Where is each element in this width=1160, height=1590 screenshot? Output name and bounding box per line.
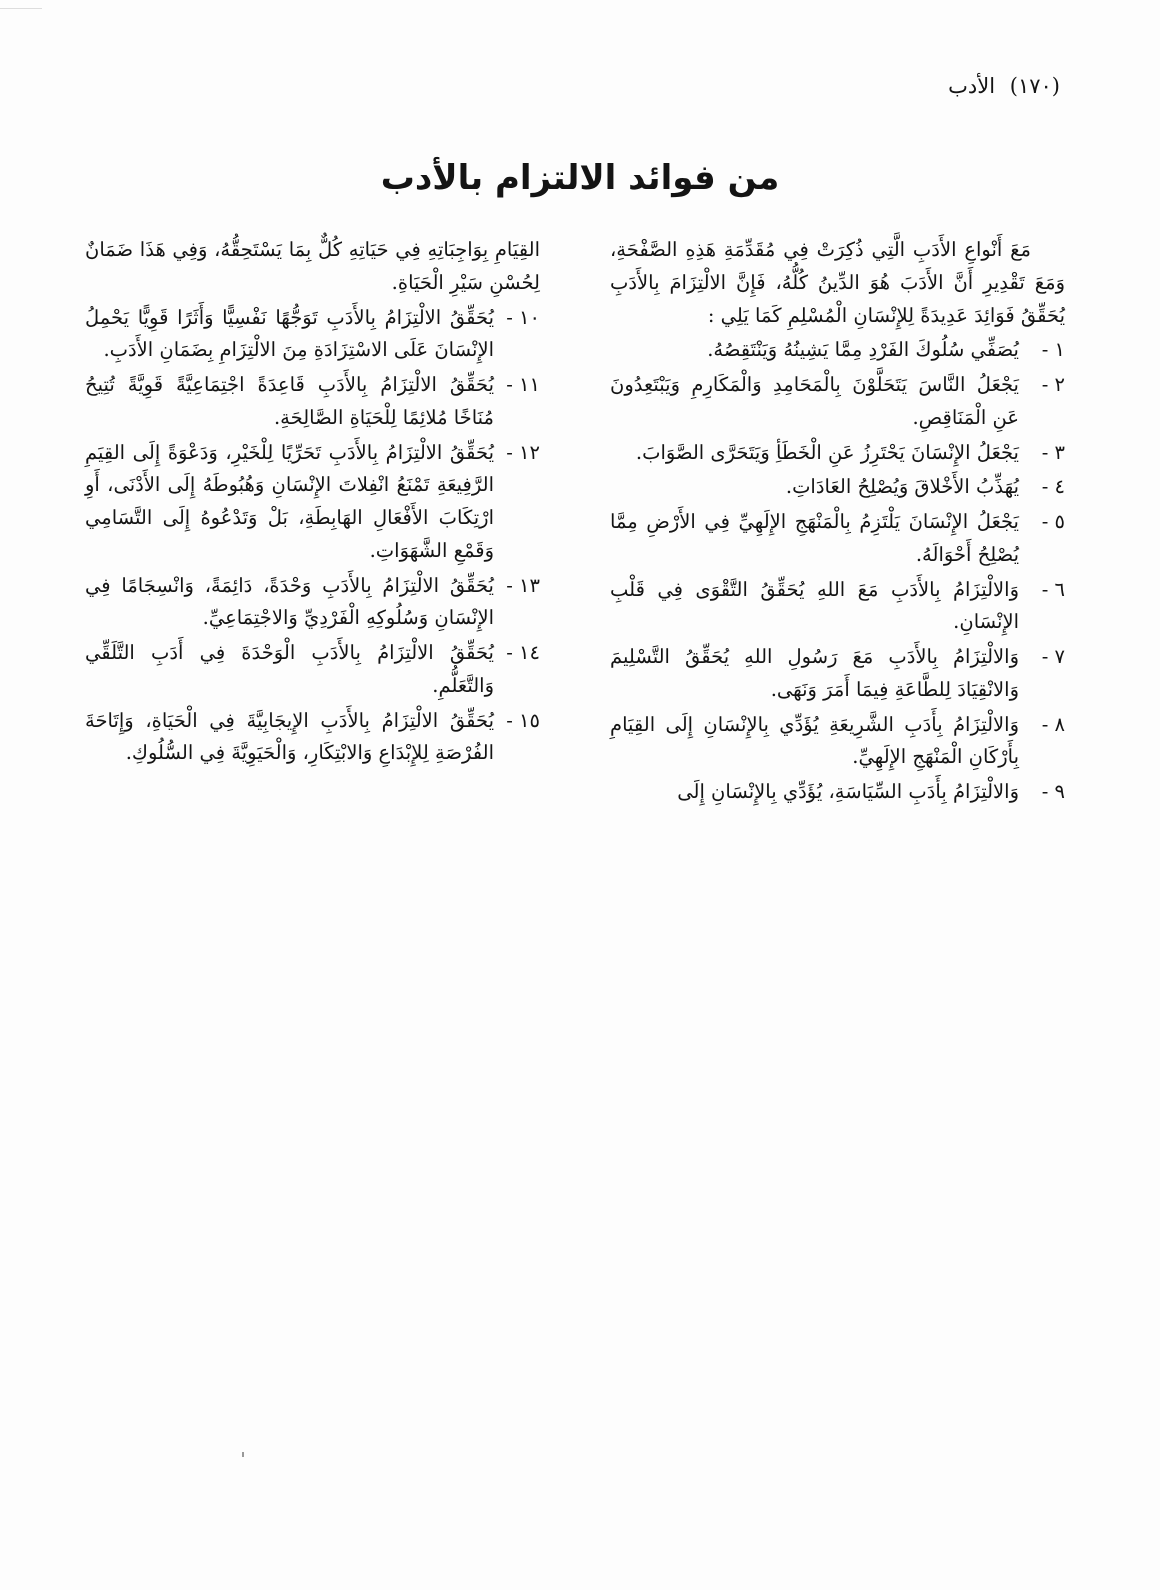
item-text: وَالالْتِزَامُ بِالأَدَبِ مَعَ رَسُولِ اللهِ يُحَقِّقُ التَّسْلِيمَ وَالانْقِيَادَ لِلطَّاعَةِ فِيمَا أَمَرَ وَنَهَى. xyxy=(610,645,1019,701)
item-number: ١٥ - xyxy=(506,708,540,732)
right-column xyxy=(610,234,1065,811)
item-text: وَالالْتِزَامُ بِأَدَبِ السِّيَاسَةِ، يُؤَدِّي بِالإِنْسَانِ إِلَى xyxy=(677,780,1019,803)
item-text: يَجْعَلُ النَّاسَ يَتَحَلَّوْنَ بِالْمَحَامِدِ وَالْمَكَارِمِ وَيَبْتَعِدُونَ عَنِ الْمَنَاقِصِ. xyxy=(610,373,1019,429)
item-text: وَالالْتِزَامُ بِالأَدَبِ مَعَ اللهِ يُحَقِّقُ التَّقْوَى فِي قَلْبِ الإِنْسَانِ. xyxy=(610,577,1019,634)
item-number: ١٠ - xyxy=(506,305,540,329)
scan-edge-mark xyxy=(0,8,42,9)
intro-paragraph: مَعَ أَنْواعِ الأَدَبِ الَّتِي ذُكِرَتْ فِي مُقَدِّمَةِ هَذِهِ الصَّفْحَةِ، وَمَعَ تَقْدِيرِ أَنَّ الأَدَبَ هُوَ الدِّينُ كُلُّهُ، فَإِنَّ الالْتِزَامَ بِالأَدَبِ يُحَقِّقُ فَوَائِدَ عَدِيدَةً لِلإِنْسَانِ الْمُسْلِمِ كَمَا يَلِي : xyxy=(610,238,1065,327)
list-item xyxy=(85,570,540,636)
running-header xyxy=(948,74,1060,98)
list-item xyxy=(85,369,540,435)
item-text: يُحَقِّقُ الالْتِزَامُ بِالأَدَبِ قَاعِدَةً اجْتِمَاعِيَّةً قَوِيَّةً تُتِيحُ مُنَاخًا مُلائِمًا لِلْحَيَاةِ الصَّالِحَةِ. xyxy=(85,373,494,429)
list-item xyxy=(610,437,1065,470)
item-text: يُهَذِّبُ الأَخْلاقَ وَيُصْلِحُ العَادَاتِ. xyxy=(785,475,1019,499)
item-number: ٦ - xyxy=(1041,577,1065,601)
item-text: يُحَقِّقُ الالْتِزَامُ بِالأَدَبِ وَحْدَةً، دَائِمَةً، وَانْسِجَامًا فِي الإِنْسَانِ وَسُلُوكِهِ الْفَرْدِيِّ وَالاجْتِمَاعِيِّ. xyxy=(85,573,494,630)
list-item xyxy=(610,574,1065,640)
scan-speck xyxy=(242,1452,244,1457)
item-text: يُحَقِّقُ الالْتِزَامُ بِالأَدَبِ تَحَرِّيًا لِلْخَيْرِ، وَدَعْوَةً إِلَى القِيَمِ الرَّفِيعَةِ تَمْنَعُ انْفِلاتَ الإِنْسَانِ وَهُبُوطَهُ إِلَى الأَدْنَى، أَوِ ارْتِكَابَ الأَفْعَالِ الهَابِطَةِ، بَلْ وَتَدْعُوهُ إِلَى التَّسَامِي وَقَمْعِ الشَّهَوَاتِ. xyxy=(85,440,494,562)
item-number: ١٤ - xyxy=(506,641,540,664)
list-item xyxy=(610,776,1065,809)
list-item xyxy=(85,637,540,703)
item-number: ١١ - xyxy=(506,373,540,396)
item-text: يَجْعَلُ الإِنْسَانَ يَحْتَرِزُ عَنِ الْخَطَأِ وَيَتَحَرَّى الصَّوَابَ. xyxy=(635,440,1019,464)
item-text: يُحَقِّقُ الالْتِزَامُ بِالأَدَبِ الْوَحْدَةَ فِي أَدَبِ التَّلَقِّي وَالتَّعَلُّمِ. xyxy=(85,641,494,697)
item-number: ٣ - xyxy=(1041,440,1065,464)
list-item xyxy=(85,705,540,771)
list-item xyxy=(610,369,1065,435)
list-item xyxy=(85,437,540,568)
left-column xyxy=(85,234,540,772)
item-number: ٨ - xyxy=(1041,712,1065,736)
item-number: ٩ - xyxy=(1041,780,1065,803)
item-number: ٢ - xyxy=(1041,373,1065,396)
item-text: يُصَفِّي سُلُوكَ الفَرْدِ مِمَّا يَشِينُهُ وَيَنْتَقِصُهُ. xyxy=(707,338,1019,362)
item-text: وَالالْتِزَامُ بِأَدَبِ الشَّرِيعَةِ يُؤَدِّي بِالإِنْسَانِ إِلَى القِيَامِ بِأَرْكَانِ الْمَنْهَجِ الإِلَهِيِّ. xyxy=(610,712,1019,769)
list-item xyxy=(610,471,1065,504)
list-item xyxy=(610,506,1065,572)
item-text: يُحَقِّقُ الالْتِزَامُ بِالأَدَبِ الإِيجَابِيَّةَ فِي الْحَيَاةِ، وَإِتَاحَةَ الفُرْصَةِ لِلإِبْدَاعِ وَالابْتِكَارِ، وَالْحَيَوِيَّةَ فِي السُّلُوكِ. xyxy=(85,708,494,765)
item-number: ١٢ - xyxy=(506,440,540,464)
continuation-paragraph: القِيَامِ بِوَاجِبَاتِهِ فِي حَيَاتِهِ كُلٌّ بِمَا يَسْتَحِقُّهُ، وَفِي هَذَا ضَمَانٌ لِحُسْنِ سَيْرِ الْحَيَاةِ. xyxy=(85,238,540,294)
item-number: ١٣ - xyxy=(506,573,540,597)
item-text: يَجْعَلُ الإِنْسَانَ يَلْتَزِمُ بِالْمَنْهَجِ الإِلَهِيِّ فِي الأَرْضِ مِمَّا يُصْلِحُ أَحْوَالَهُ. xyxy=(610,510,1019,566)
list-item xyxy=(85,302,540,368)
item-number: ٥ - xyxy=(1041,510,1065,533)
list-item xyxy=(610,334,1065,367)
item-number: ١ - xyxy=(1041,338,1065,362)
list-item xyxy=(610,641,1065,707)
item-number: ٤ - xyxy=(1041,475,1065,499)
page-number: (١٧٠) xyxy=(1009,74,1060,98)
page-title: من فوائد الالتزام بالأدب xyxy=(380,158,780,198)
item-text: يُحَقِّقُ الالْتِزَامُ بِالأَدَبِ تَوَجُّهًا نَفْسِيًّا وَأَثَرًا قَوِيًّا يَحْمِلُ الإِنْسَانَ عَلَى الاسْتِزَادَةِ مِنَ الالْتِزَامِ بِضَمَانِ الأَدَبِ. xyxy=(85,305,494,362)
list-item xyxy=(610,709,1065,775)
item-number: ٧ - xyxy=(1041,645,1065,668)
running-title: الأدب xyxy=(948,74,996,98)
